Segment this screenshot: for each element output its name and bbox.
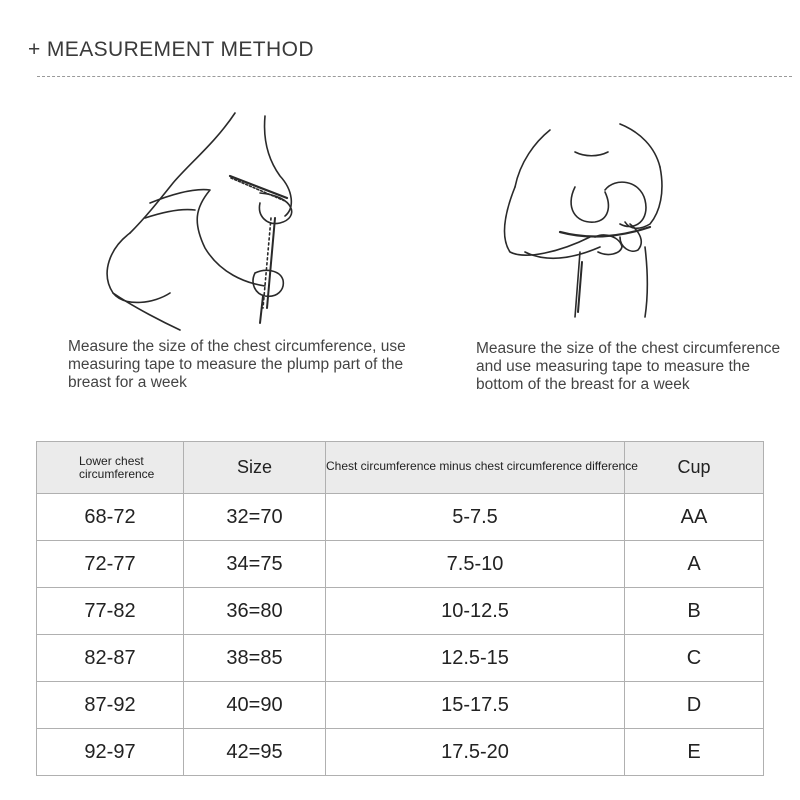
cell-cup: D [625, 682, 764, 729]
size-chart-table [36, 441, 764, 776]
cell-size: 34=75 [184, 541, 326, 588]
cell-diff: 7.5-10 [326, 541, 625, 588]
left-caption: Measure the size of the chest circumference, use measuring tape to measure the plump part of the breast for a week [68, 338, 406, 391]
table-row [37, 541, 764, 588]
cell-diff: 10-12.5 [326, 588, 625, 635]
table-header-row [37, 442, 764, 494]
cell-lower: 87-92 [37, 682, 184, 729]
cell-cup: A [625, 541, 764, 588]
cell-lower: 77-82 [37, 588, 184, 635]
cell-size: 42=95 [184, 729, 326, 776]
cell-diff: 17.5-20 [326, 729, 625, 776]
header-cup: Cup [625, 442, 764, 494]
side-view-measuring-illustration [95, 108, 325, 333]
cell-size: 32=70 [184, 494, 326, 541]
cell-lower: 92-97 [37, 729, 184, 776]
header-size: Size [184, 442, 326, 494]
cell-cup: E [625, 729, 764, 776]
cell-lower: 82-87 [37, 635, 184, 682]
header-lower-chest: Lower chest circumference [37, 442, 184, 494]
section-title: + MEASUREMENT METHOD [28, 38, 314, 61]
header-difference: Chest circumference minus chest circumference difference [326, 442, 625, 494]
right-caption: Measure the size of the chest circumference and use measuring tape to measure the bottom of the breast for a week [476, 340, 781, 393]
cell-lower: 68-72 [37, 494, 184, 541]
cell-diff: 12.5-15 [326, 635, 625, 682]
cell-cup: AA [625, 494, 764, 541]
cell-lower: 72-77 [37, 541, 184, 588]
table-row [37, 729, 764, 776]
cell-diff: 15-17.5 [326, 682, 625, 729]
table-row [37, 682, 764, 729]
cell-size: 38=85 [184, 635, 326, 682]
front-view-measuring-illustration [480, 112, 720, 327]
cell-cup: C [625, 635, 764, 682]
table-row [37, 588, 764, 635]
table-row [37, 635, 764, 682]
dashed-divider [37, 76, 792, 77]
cell-size: 40=90 [184, 682, 326, 729]
cell-diff: 5-7.5 [326, 494, 625, 541]
cell-size: 36=80 [184, 588, 326, 635]
cell-cup: B [625, 588, 764, 635]
table-row [37, 494, 764, 541]
